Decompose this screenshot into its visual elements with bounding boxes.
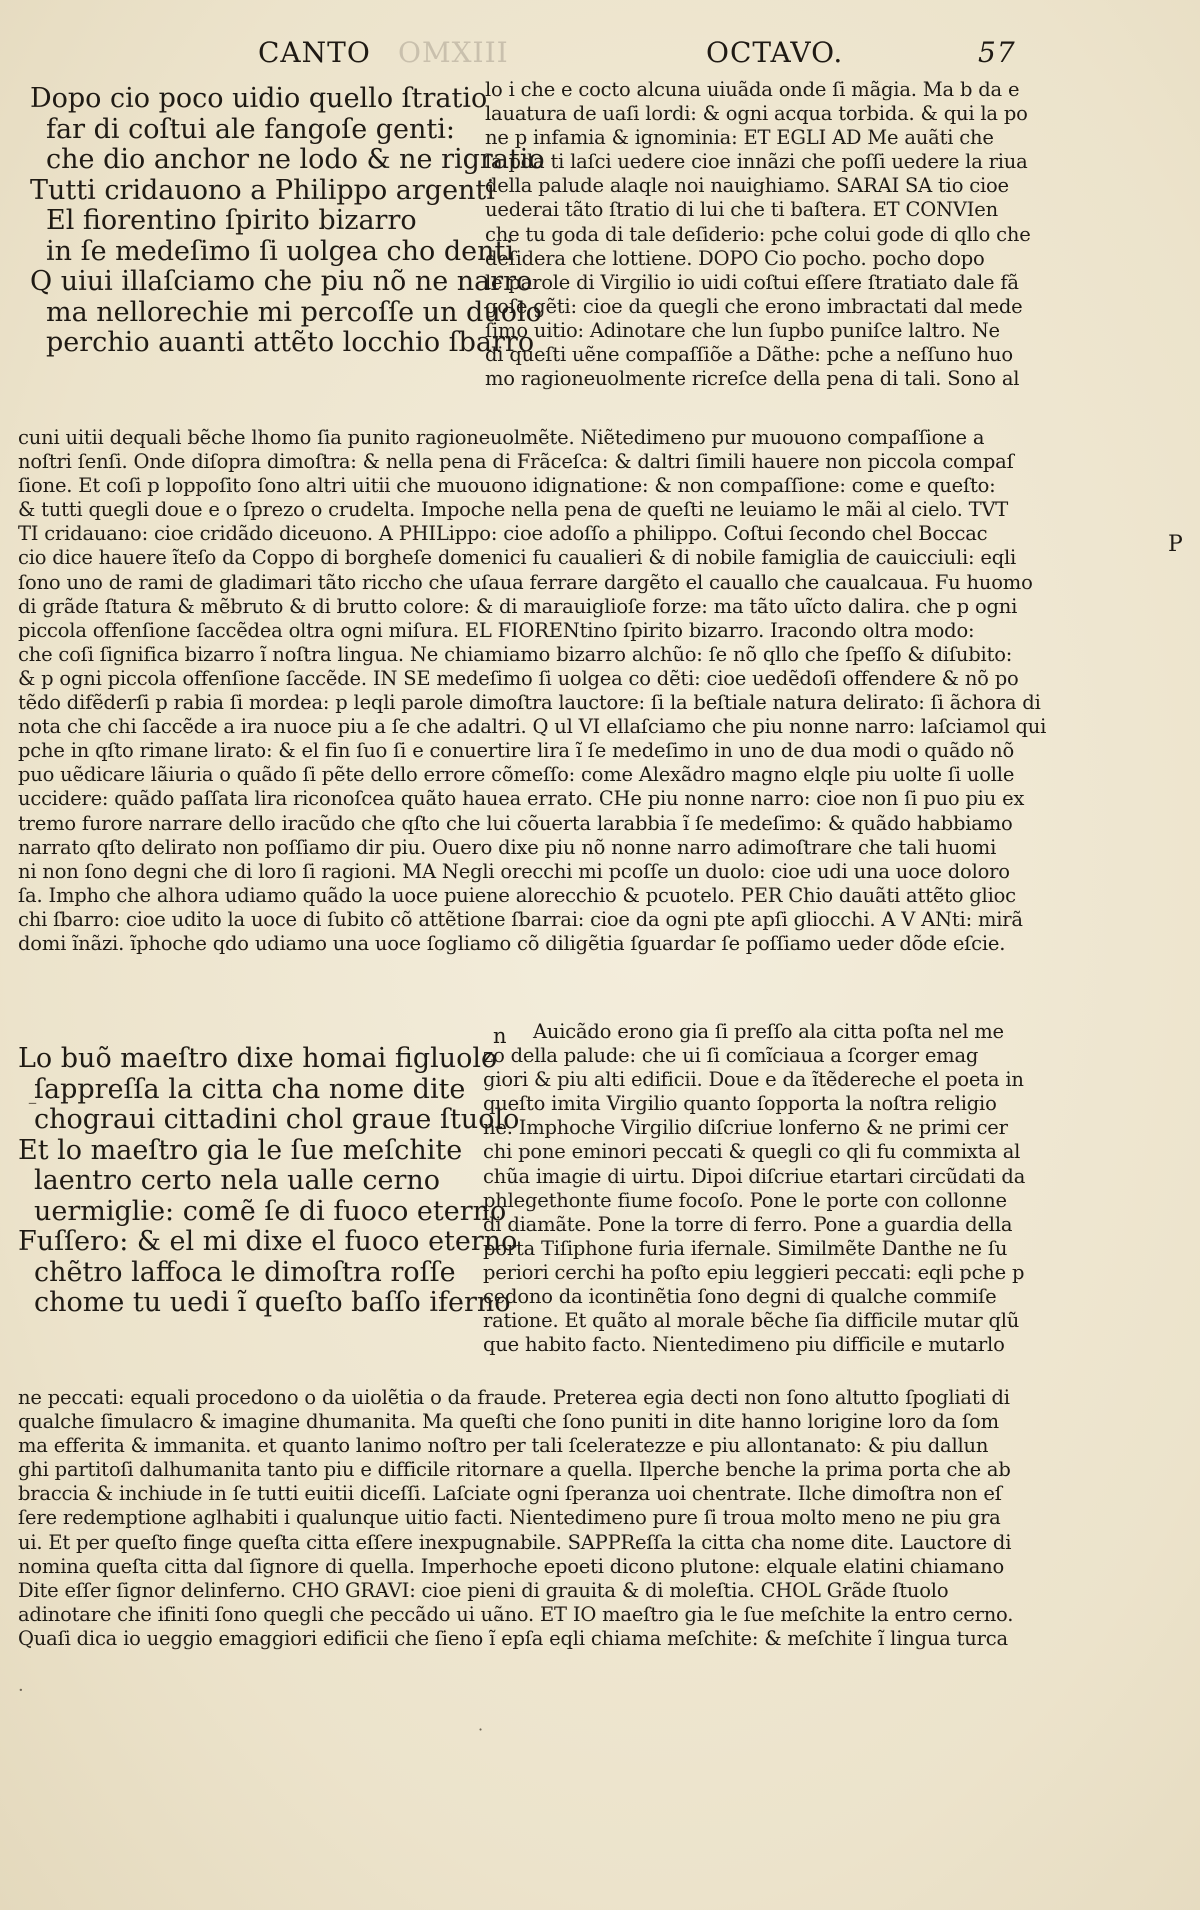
commentary-line: Auicãdo erono gia ſi preſſo ala citta poſta nel me xyxy=(533,1020,1004,1043)
margin-letter-p: P xyxy=(1168,532,1183,557)
commentary-line: ma efferita & immanita. et quanto lanimo noſtro per tali ſceleratezze e piu allontanato: & piu dallun xyxy=(18,1434,989,1458)
commentary-line: qualche ſimulacro & imagine dhumanita. Ma queſti che ſono puniti in dite hanno lorigine loro da ſom xyxy=(18,1410,999,1434)
commentary-line: adinotare che ifiniti ſono quegli che peccãdo ui uãno. ET IO maeſtro gia le ſue meſchite la entro cerno. xyxy=(18,1602,1014,1626)
verse-line: Et lo maeſtro gia le ſue meſchite xyxy=(18,1134,463,1166)
commentary-line: la pda ti laſci uedere cioe innãzi che poſſi uedere la riua xyxy=(485,150,1028,174)
commentary-line: che coſi ſignifica bizarro ĩ noſtra lingua. Ne chiamiamo bizarro alchũo: ſe nõ qllo che ſpeſſo & diſubito: xyxy=(18,642,1013,666)
commentary-line: & p ogni piccola offenſione ſaccẽde. IN SE medeſimo ſi uolgea co dẽti: cioe uedẽdoſi offendere & nõ po xyxy=(18,666,1019,690)
commentary-line: mo ragioneuolmente ricreſce della pena di tali. Sono al xyxy=(485,367,1020,391)
commentary-line: noſtri ſenſi. Onde diſopra dimoſtra: & nella pena di Frãceſca: & daltri ſimili hauere non piccola compaſ xyxy=(18,450,1014,474)
verse-line: chome tu uedi ĩ queſto baſſo iferno xyxy=(34,1287,511,1318)
commentary-line: uederai tãto ſtratio di lui che ti baſtera. ET CONVIen xyxy=(485,198,998,222)
commentary-line: ſere redemptione aglhabiti i qualunque uitio facti. Nientedimeno pure ſi troua molto meno ne piu gra xyxy=(18,1506,1001,1530)
commentary-line: lauatura de uaſi lordi: & ogni acqua torbida. & qui la po xyxy=(485,102,1028,126)
commentary-line: le parole di Virgilio io uidi coſtui eſſere ſtratiato dale fã xyxy=(485,270,1019,294)
commentary-line: ni non ſono degni che di loro ſi ragioni. MA Negli orecchi mi pcoſſe un duolo: cioe udi una uoce doloro xyxy=(18,859,1010,883)
verse-line: in ſe medeſimo ſi uolgea cho denti xyxy=(46,235,514,267)
verse-line: Tutti cridauono a Philippo argenti xyxy=(30,174,495,206)
verse-line: Fuſſero: & el mi dixe el fuoco eterno xyxy=(18,1226,518,1257)
commentary-line: puo uẽdicare lãiuria o quãdo ſi pẽte dello errore cõmeſſo: come Alexãdro magno elqle piu uolte ſi uolle xyxy=(18,763,1015,787)
commentary-line: cedono da icontinẽtia ſono degni di qualche commiſe xyxy=(483,1285,997,1309)
commentary-line: ne. Imphoche Virgilio diſcriue lonferno & ne primi cer xyxy=(483,1116,1008,1140)
verse-line: ſappreſſa la citta cha nome dite xyxy=(34,1073,466,1105)
commentary-line: di queſti uẽne compaſſiõe a Dãthe: pche a neſſuno huo xyxy=(485,343,1013,367)
commentary-top-right xyxy=(485,78,1031,391)
commentary-line: braccia & inchiude in ſe tutti euitii diceſſi. Laſciate ogni ſperanza uoi chentrate. Ilche dimoſtra non eſ xyxy=(18,1482,1002,1506)
commentary-line: domi ĩnãzi. ĩphoche qdo udiamo una uoce ſogliamo cõ diligẽtia ſguardar ſe poſſiamo ueder dõde eſcie. xyxy=(18,931,1006,955)
commentary-line: di diamãte. Pone la torre di ferro. Pone a guardia della xyxy=(483,1212,1013,1236)
commentary-line: goſe gẽti: cioe da quegli che erono imbractati dal mede xyxy=(485,294,1023,318)
verse-line: Q uiui illaſciamo che piu nõ ne narro xyxy=(30,266,533,297)
verse-line: perchio auanti attẽto locchio ſbarro xyxy=(46,327,535,358)
commentary-line: ne p infamia & ignominia: ET EGLI AD Me auãti che xyxy=(485,126,994,150)
margin-dash-mark: – xyxy=(28,1092,37,1113)
header-canto: CANTO xyxy=(258,36,371,69)
commentary-line: ratione. Et quãto al morale bẽche ſia difficile mutar qlũ xyxy=(483,1309,1020,1333)
verse-block-bottom xyxy=(18,1044,519,1319)
header-octavo: OCTAVO. xyxy=(706,36,844,69)
commentary-line: cio dice hauere ĩteſo da Coppo di borgheſe domenici fu caualieri & di nobile famiglia de cauicciuli: eqli xyxy=(18,546,1017,570)
commentary-line: uccidere: quãdo paſſata lira riconoſcea quãto hauea errato. CHe piu nonne narro: cioe non ſi puo piu ex xyxy=(18,787,1025,811)
verse-line: uermiglie: comẽ ſe di fuoco eterno xyxy=(34,1195,507,1227)
commentary-line: deſidera che lottiene. DOPO Cio pocho. pocho dopo xyxy=(485,246,985,270)
running-header xyxy=(0,36,1200,76)
margin-dot-mark: · xyxy=(18,1680,24,1701)
commentary-line: nota che chi ſaccẽde a ira nuoce piu a ſe che adaltri. Q ul VI ellaſciamo che piu nonne narro: laſciamol qui xyxy=(18,715,1047,739)
commentary-line: ſono uno de rami de gladimari tãto riccho che uſaua ferrare dargẽto el cauallo che caualcaua. Fu huomo xyxy=(18,570,1033,594)
commentary-line: chi pone eminori peccati & quegli co qli fu commixta al xyxy=(483,1140,1021,1164)
commentary-bottom xyxy=(18,1386,1013,1651)
commentary-line: piccola offenſione ſaccẽdea oltra ogni miſura. EL FIORENtino ſpirito bizarro. Iracondo oltra modo: xyxy=(18,618,975,642)
verse-block-top xyxy=(30,84,545,359)
verse-line: chograui cittadini chol graue ſtuolo xyxy=(34,1104,520,1135)
commentary-line: narrato qſto delirato non poſſiamo dir piu. Ouero dixe piu nõ nonne narro adimoſtrare che tali huomi xyxy=(18,835,997,859)
commentary-line: di grãde ſtatura & mẽbruto & di brutto colore: & di marauiglioſe forze: ma tãto uĩcto dalira. che p ogni xyxy=(18,594,1018,618)
commentary-line: queſto imita Virgilio quanto ſopporta la noſtra religio xyxy=(483,1092,997,1116)
verse-line: che dio anchor ne lodo & ne rigratio xyxy=(46,144,545,175)
header-faded-stamp: OMXIII xyxy=(398,36,509,69)
verse-line: chẽtro laffoca le dimoſtra roſſe xyxy=(34,1256,456,1288)
guide-letter-n: n xyxy=(493,1024,507,1048)
commentary-line: chi ſbarro: cioe udito la uoce di ſubito cõ attẽtione ſbarrai: cioe da ogni pte apſi gliocchi. A V ANti: mirã xyxy=(18,907,1023,931)
commentary-line: zo della palude: che ui ſi comĩciaua a ſcorger emag xyxy=(483,1044,979,1068)
verse-line: Dopo cio poco uidio quello ſtratio xyxy=(30,83,488,114)
commentary-line: ui. Et per queſto finge queſta citta eſſere inexpugnabile. SAPPReſſa la citta cha nome dite. Lauctore di xyxy=(18,1530,1012,1554)
commentary-line: porta Tiſiphone furia ifernale. Similmẽte Danthe ne ſu xyxy=(483,1236,1008,1260)
commentary-middle xyxy=(18,426,1046,956)
commentary-line: ne peccati: equali procedono o da uiolẽtia o da fraude. Preterea egia decti non ſono altutto ſpogliati di xyxy=(18,1386,1010,1409)
margin-dot-mark: · xyxy=(478,1720,484,1739)
commentary-line: cuni uitii dequali bẽche lhomo ſia punito ragioneuolmẽte. Niẽtedimeno pur muouono compaſſione a xyxy=(18,426,985,449)
commentary-line: Quaſi dica io ueggio emaggiori edificii che ſieno ĩ epſa eqli chiama meſchite: & meſchite ĩ lingua turca xyxy=(18,1626,1008,1650)
commentary-line: ſimo uitio: Adinotare che lun ſupbo puniſce laltro. Ne xyxy=(485,318,1000,342)
commentary-line: che tu goda di tale deſiderio: pche colui gode di qllo che xyxy=(485,222,1031,246)
commentary-line: que habito facto. Nientedimeno piu difficile e mutarlo xyxy=(483,1333,1005,1357)
commentary-line: tẽdo difẽderſi p rabia ſi mordea: p leqli parole dimoſtra lauctore: ſi la beſtiale natura delirato: ſi ãchora di xyxy=(18,691,1041,715)
commentary-line: phlegethonte fiume focoſo. Pone le porte con collonne xyxy=(483,1188,1007,1212)
verse-line: far di coſtui ale fangoſe genti: xyxy=(46,113,456,145)
commentary-line: ſione. Et coſi p loppoſito ſono altri uitii che muouono idignatione: & non compaſſione: come e queſto: xyxy=(18,474,996,498)
commentary-line: pche in qſto rimane lirato: & el fin ſuo ſi e conuertire lira ĩ ſe medeſimo in uno de dua modi o quãdo nõ xyxy=(18,739,1015,763)
commentary-line: lo i che e cocto alcuna uiuãda onde ſi mãgia. Ma b da e xyxy=(485,78,1020,101)
verse-line: El fiorentino ſpirito bizarro xyxy=(46,205,417,236)
verse-line: ma nellorechie mi percoſſe un duolo xyxy=(46,296,542,328)
page-number: 57 xyxy=(978,36,1016,69)
commentary-line: Dite eſſer ſignor delinferno. CHO GRAVI: cioe pieni di grauita & di moleſtia. CHOL Grãde ſtuolo xyxy=(18,1578,949,1602)
commentary-line: ghi partitoſi dalhumanita tanto piu e difficile ritornare a quella. Ilperche benche la prima porta che ab xyxy=(18,1458,1011,1482)
commentary-line: della palude alaqle noi nauighiamo. SARAI SA tio cioe xyxy=(485,174,1009,198)
commentary-line: giori & piu alti edificii. Doue e da ĩtẽdereche el poeta in xyxy=(483,1068,1024,1092)
commentary-line: & tutti quegli doue e o ſprezo o crudelta. Impoche nella pena de queſti ne leuiamo le mãi al cielo. TVT xyxy=(18,498,1009,522)
verse-line: laentro certo nela ualle cerno xyxy=(34,1165,441,1196)
commentary-line: TI cridauano: cioe cridãdo diceuono. A PHILippo: cioe adoſſo a philippo. Coſtui ſecondo chel Boccac xyxy=(18,522,988,546)
commentary-line: nomina queſta citta dal ſignore di quella. Imperhoche epoeti dicono plutone: elquale elatini chiamano xyxy=(18,1554,1005,1578)
commentary-lower-right xyxy=(483,1020,1025,1357)
commentary-line: chũa imagie di uirtu. Dipoi diſcriue etartari circũdati da xyxy=(483,1164,1026,1188)
commentary-line: ſa. Impho che alhora udiamo quãdo la uoce puiene alorecchio & pcuotelo. PER Chio dauãti attẽto glioc xyxy=(18,883,1016,907)
verse-line: Lo buõ maeſtro dixe homai figluolo xyxy=(18,1043,498,1074)
commentary-line: periori cerchi ha poſto epiu leggieri peccati: eqli pche p xyxy=(483,1260,1025,1284)
commentary-line: tremo furore narrare dello iracũdo che qſto che lui cõuerta larabbia ĩ ſe medeſimo: & quãdo habbiamo xyxy=(18,811,1013,835)
